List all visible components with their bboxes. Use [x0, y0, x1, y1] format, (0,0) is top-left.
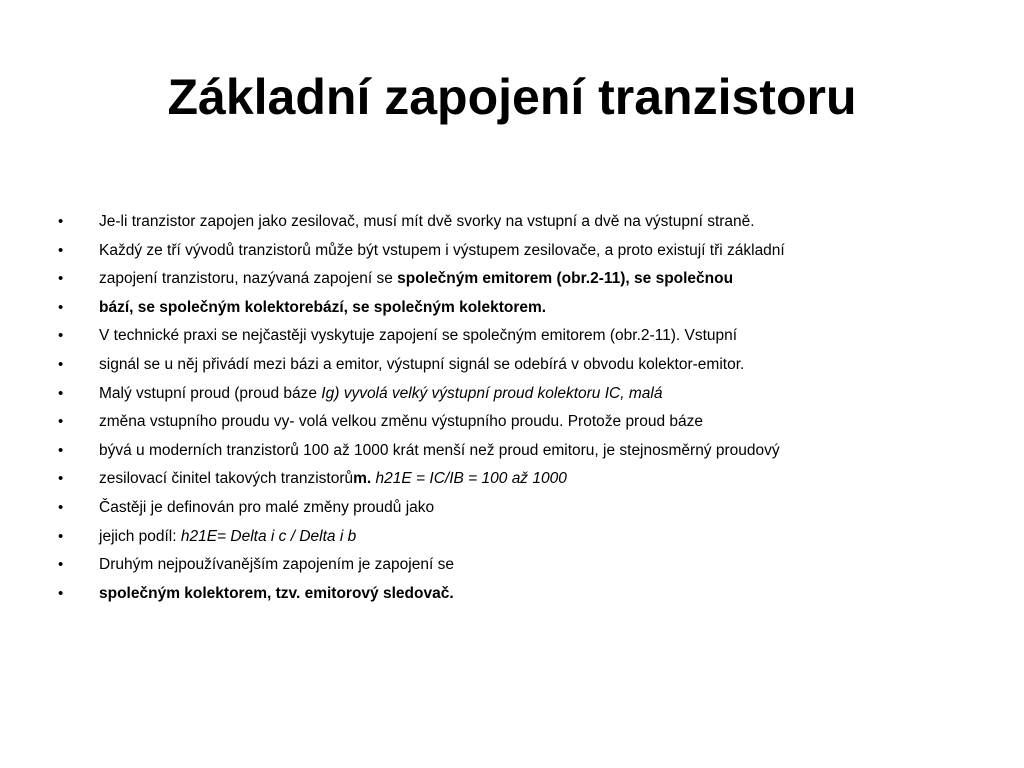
bullet-icon: •	[58, 298, 64, 316]
list-item	[58, 380, 978, 409]
bullet-text-bold: společným emitorem (obr.2-11), se společnou	[397, 270, 734, 288]
bullet-text: Častěji je definován pro malé změny proudů jako	[99, 498, 435, 516]
bullet-text-bold: bází, se společným kolektorebází, se společným kolektorem.	[99, 298, 547, 316]
bullet-icon: •	[58, 384, 64, 402]
bullet-icon: •	[58, 327, 64, 345]
list-item	[58, 408, 978, 437]
bullet-text-italic: h21E= Delta i c / Delta i b	[180, 527, 357, 545]
bullet-text-italic: Ig) vyvolá velký výstupní proud kolektoru IC, malá	[321, 384, 663, 402]
list-item	[58, 580, 978, 609]
bullet-text: Druhým nejpoužívanějším zapojením je zapojení se	[99, 556, 454, 574]
bullet-text: Malý vstupní proud (proud báze	[99, 384, 322, 402]
list-item	[58, 294, 978, 323]
bullet-icon: •	[58, 441, 64, 459]
bullet-icon: •	[58, 270, 64, 288]
list-item	[58, 551, 978, 580]
bullet-icon: •	[58, 241, 64, 259]
bullet-icon: •	[58, 556, 64, 574]
bullet-text: Je-li tranzistor zapojen jako zesilovač, musí mít dvě svorky na vstupní a dvě na výstupní straně.	[99, 213, 755, 230]
bullet-icon: •	[58, 213, 64, 230]
bullet-icon: •	[58, 498, 64, 516]
bullet-icon: •	[58, 527, 64, 545]
bullet-text: zesilovací činitel takových tranzistorů	[99, 470, 354, 488]
bullet-text-italic: h21E = IC/IB = 100 až 1000	[371, 470, 567, 488]
bullet-icon: •	[58, 413, 64, 431]
bullet-icon: •	[58, 470, 64, 488]
bullet-text: signál se u něj přivádí mezi bázi a emitor, výstupní signál se odebírá v obvodu kolektor-emitor.	[99, 355, 745, 373]
bullet-list	[58, 208, 978, 608]
bullet-text: V technické praxi se nejčastěji vyskytuje zapojení se společným emitorem (obr.2-11). Vstupní	[99, 327, 738, 345]
bullet-text: zapojení tranzistoru, nazývaná zapojení se	[99, 270, 398, 288]
list-item	[58, 265, 978, 294]
list-item	[58, 322, 978, 351]
bullet-text-bold: m.	[353, 470, 372, 488]
list-item	[58, 465, 978, 494]
bullet-text: jejich podíl:	[99, 527, 181, 545]
bullet-text-bold: společným kolektorem, tzv. emitorový sledovač.	[99, 584, 454, 602]
list-item	[58, 523, 978, 552]
bullet-text: bývá u moderních tranzistorů 100 až 1000 krát menší než proud emitoru, je stejnosměrný proudový	[99, 441, 780, 459]
bullet-icon: •	[58, 355, 64, 373]
slide-title: Základní zapojení tranzistoru	[167, 69, 857, 125]
list-item	[58, 208, 978, 237]
list-item	[58, 437, 978, 466]
bullet-text: změna vstupního proudu vy- volá velkou změnu výstupního proudu. Protože proud báze	[99, 413, 704, 431]
bullet-icon: •	[58, 584, 64, 602]
bullet-text: Každý ze tří vývodů tranzistorů může být vstupem i výstupem zesilovače, a proto existují tři základní	[99, 241, 785, 259]
list-item	[58, 351, 978, 380]
list-item	[58, 237, 978, 266]
list-item	[58, 494, 978, 523]
